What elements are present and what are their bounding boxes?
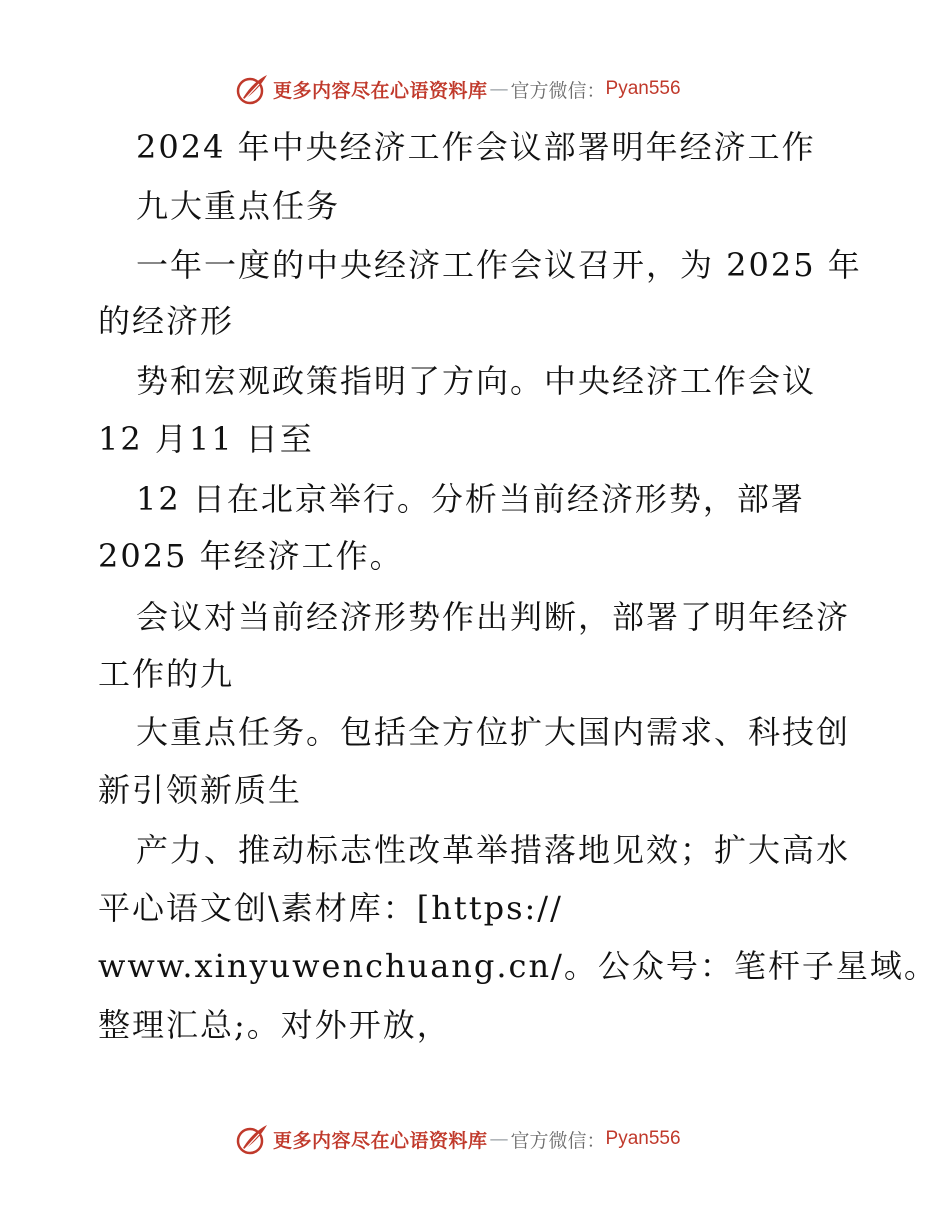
official-wechat-label: 官方微信：	[510, 79, 606, 102]
paragraph-line: 整理汇总;。对外开放，	[98, 1006, 451, 1044]
paragraph-line: 会议对当前经济形势作出判断，部署了明年经济	[136, 598, 851, 636]
paragraph-line: 工作的九	[98, 655, 235, 693]
paragraph-line: 一年一度的中央经济工作会议召开，为 2025 年	[136, 246, 862, 284]
doc-title-line-1: 2024 年中央经济工作会议部署明年经济工作	[136, 128, 816, 166]
official-wechat-label: 官方微信：	[510, 1129, 606, 1152]
paragraph-line: 新引领新质生	[98, 771, 303, 809]
red-feather-pen-icon	[235, 1122, 269, 1156]
wechat-id: Pyan556	[605, 78, 681, 99]
banner-dash: —	[489, 1128, 509, 1150]
paragraph-line: 产力、推动标志性改革举措落地见效；扩大高水	[136, 831, 851, 869]
doc-title-line-2: 九大重点任务	[136, 187, 341, 225]
footer-banner	[235, 1122, 715, 1156]
paragraph-line: 平心语文创\素材库：[https://	[98, 889, 563, 927]
header-banner	[235, 72, 715, 106]
site-slogan: 更多内容尽在心语资料库	[273, 1129, 488, 1152]
banner-dash: —	[489, 78, 509, 100]
paragraph-line: 2025 年经济工作。	[98, 537, 404, 575]
paragraph-line: www.xinyuwenchuang.cn/。公众号：笔杆子星域。	[98, 947, 938, 985]
paragraph-line: 12 月11 日至	[98, 420, 314, 458]
paragraph-line: 12 日在北京举行。分析当前经济形势，部署	[136, 480, 805, 518]
paragraph-line: 大重点任务。包括全方位扩大国内需求、科技创	[136, 713, 851, 751]
red-feather-pen-icon	[235, 72, 269, 106]
wechat-id: Pyan556	[605, 1128, 681, 1149]
site-slogan: 更多内容尽在心语资料库	[273, 79, 488, 102]
paragraph-line: 势和宏观政策指明了方向。中央经济工作会议	[136, 362, 817, 400]
paragraph-line: 的经济形	[98, 302, 235, 340]
